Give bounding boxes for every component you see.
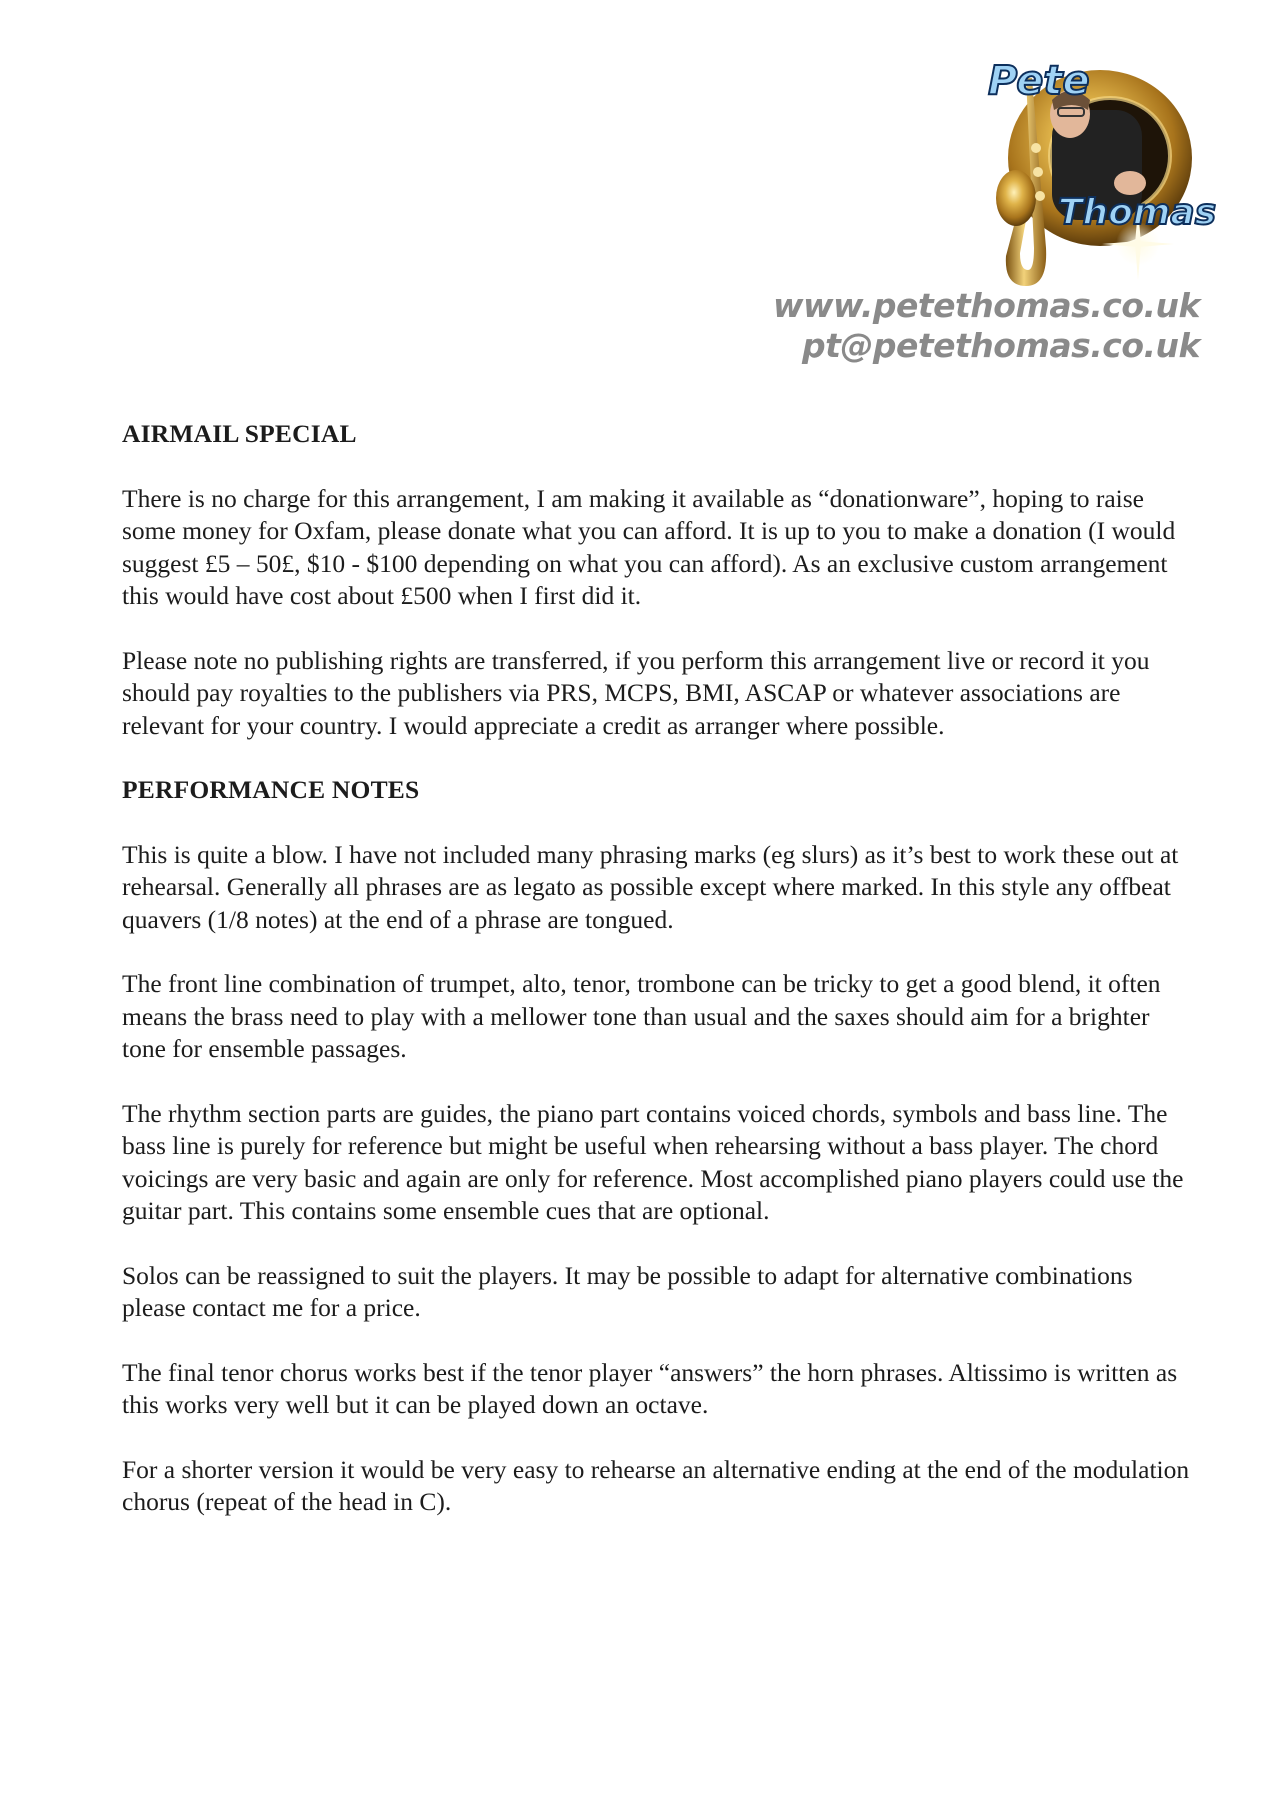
notes-paragraph-front-line: The front line combination of trumpet, alto, tenor, trombone can be tricky to get a good blend, it often means the brass need to play with a mellower tone than usual and the saxes should aim for a brighter tone for ensemble passages. — [122, 969, 1161, 1063]
saxophone-player-logo — [960, 48, 1217, 298]
intro-paragraph-rights: Please note no publishing rights are transferred, if you perform this arrangement live or record it you should pay royalties to the publishers via PRS, MCPS, BMI, ASCAP or whatever associations are relevant for your country. I would appreciate a credit as arranger where possible. — [122, 645, 1150, 740]
notes-paragraph-rhythm-section: The rhythm section parts are guides, the piano part contains voiced chords, symbols and bass line. The bass line is purely for reference but might be useful when rehearsing without a bass player. The chord voicings are very basic and again are only for reference. Most accomplished piano players could use the guitar part. This contains some ensemble cues that are optional. — [122, 1098, 1184, 1225]
notes-heading: PERFORMANCE NOTES — [122, 775, 420, 804]
website-link[interactable]: www.petethomas.co.uk — [772, 286, 1200, 325]
notes-paragraph-shorter-version: For a shorter version it would be very easy to rehearse an alternative ending at the end of the modulation chorus (repeat of the head in C). — [122, 1454, 1190, 1516]
logo-last-name: Thomas — [1058, 192, 1217, 233]
logo-first-name: Pete — [988, 58, 1090, 104]
document-title: AIRMAIL SPECIAL — [122, 419, 357, 448]
header-logo-block — [772, 48, 1217, 378]
intro-paragraph-donation: There is no charge for this arrangement, I am making it available as “donationware”, hoping to raise some money for Oxfam, please donate what you can afford. It is up to you to make a donation (I would suggest £5 – 50£, $10 - $100 depending on what you can afford). As an exclusive custom arrangement this would have cost about £500 when I first did it. — [122, 483, 1176, 610]
document-body — [122, 418, 1197, 1551]
email-link[interactable]: pt@petethomas.co.uk — [801, 326, 1200, 365]
notes-paragraph-solos: Solos can be reassigned to suit the players. It may be possible to adapt for alternative combinations please contact me for a price. — [122, 1260, 1133, 1322]
notes-paragraph-phrasing: This is quite a blow. I have not included many phrasing marks (eg slurs) as it’s best to work these out at rehearsal. Generally all phrases are as legato as possible except where marked. In this style any offbeat quavers (1/8 notes) at the end of a phrase are tongued. — [122, 839, 1179, 934]
notes-paragraph-tenor-chorus: The final tenor chorus works best if the tenor player “answers” the horn phrases. Altissimo is written as this works very well but it can be played down an octave. — [122, 1357, 1178, 1419]
